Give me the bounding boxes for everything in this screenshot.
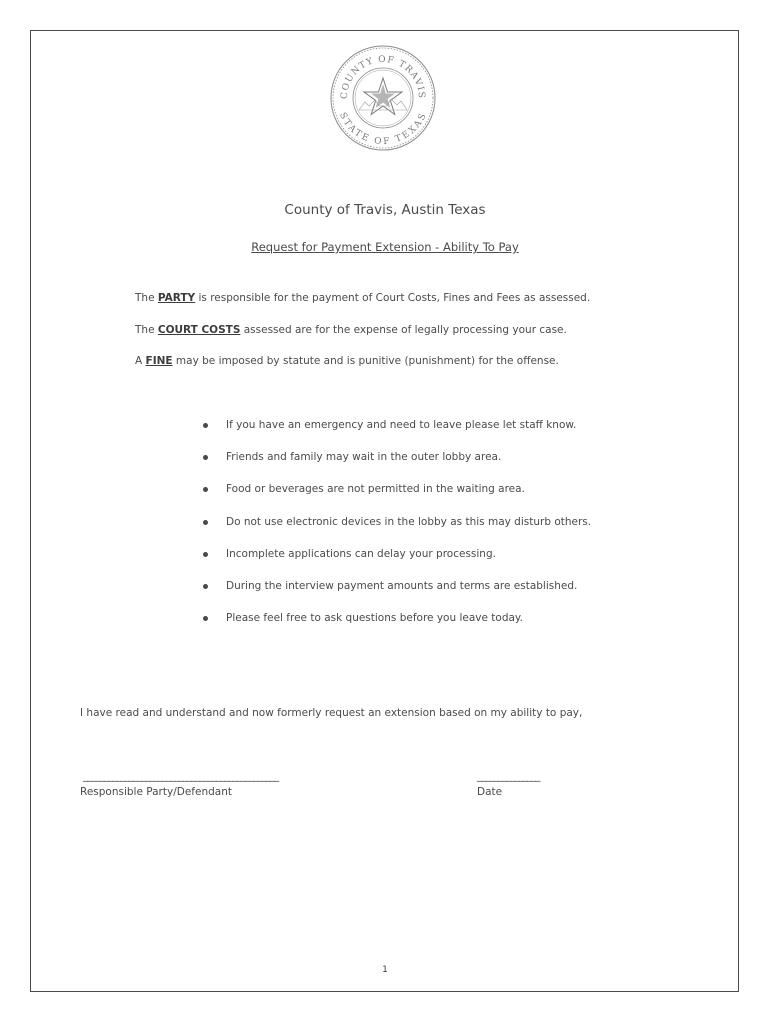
list-item: If you have an emergency and need to leave please let staff know.: [200, 419, 591, 451]
bullet-icon: [203, 616, 208, 621]
bullet-icon: [203, 552, 208, 557]
list-item: Please feel free to ask questions before you leave today.: [200, 612, 591, 644]
bullet-icon: [203, 455, 208, 460]
party-signature-field[interactable]: _______________________________________________: [83, 770, 279, 782]
definitions-section: [135, 292, 590, 387]
list-item: Do not use electronic devices in the lobby as this may disturb others.: [200, 516, 591, 548]
list-item: During the interview payment amounts and terms are established.: [200, 580, 591, 612]
date-field[interactable]: _______________: [477, 770, 540, 782]
definition-court-costs: The COURT COSTS assessed are for the expense of legally processing your case.: [135, 323, 567, 336]
form-subtitle: Request for Payment Extension - Ability To Pay: [251, 240, 519, 254]
bullet-icon: [203, 487, 208, 492]
term-court-costs: COURT COSTS: [157, 323, 241, 336]
page-title: County of Travis, Austin Texas: [284, 202, 486, 218]
seal-bottom-text: STATE OF TEXAS: [337, 111, 429, 147]
county-seal: [329, 44, 437, 152]
svg-text:STATE OF TEXAS: [337, 111, 428, 147]
party-signature-label: Responsible Party/Defendant: [80, 786, 232, 798]
list-item: Incomplete applications can delay your processing.: [200, 548, 591, 580]
term-fine: FINE: [145, 355, 173, 367]
acknowledgement-statement: I have read and understand and now formerly request an extension based on my ability to pay,: [80, 707, 583, 719]
definition-fine: A FINE may be imposed by statute and is punitive (punishment) for the offense.: [135, 355, 559, 367]
page-number: 1: [382, 965, 388, 975]
list-item: Friends and family may wait in the outer lobby area.: [200, 451, 591, 483]
rules-list: [200, 419, 591, 644]
definition-party: The PARTY is responsible for the payment of Court Costs, Fines and Fees as assessed.: [135, 292, 591, 304]
bullet-icon: [203, 520, 208, 525]
seal-top-text: COUNTY OF TRAVIS: [339, 54, 427, 100]
bullet-icon: [203, 423, 208, 428]
list-item: Food or beverages are not permitted in the waiting area.: [200, 483, 591, 515]
bullet-icon: [203, 584, 208, 589]
term-party: PARTY: [157, 292, 196, 304]
date-label: Date: [477, 786, 503, 798]
